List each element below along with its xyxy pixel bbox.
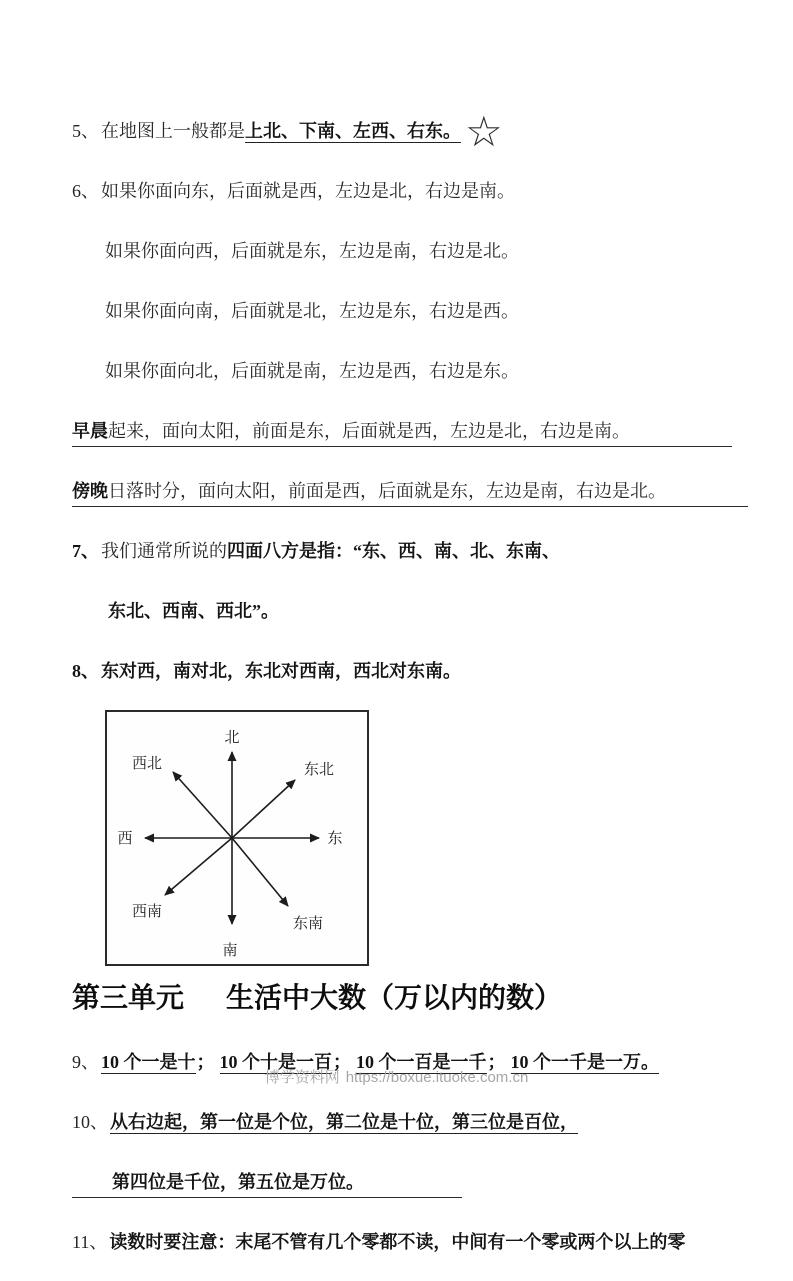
item-6-line-2 (72, 230, 749, 272)
item-10-text-2: 第四位是千位，第五位是万位。 (112, 1172, 364, 1193)
compass-rose (107, 712, 367, 964)
item-10-line-1 (72, 1101, 749, 1143)
item-7-line-1 (72, 530, 749, 572)
unit-3-heading (72, 978, 749, 1018)
label-southwest: 西南 (131, 904, 163, 920)
item-number: 10、 (72, 1112, 108, 1133)
item-number: 7、 (72, 541, 99, 561)
item-6-text-2: 如果你面向西，后面就是东，左边是南，右边是北。 (105, 241, 519, 261)
label-northwest: 西北 (131, 756, 163, 772)
item-number: 9、 (72, 1052, 99, 1073)
item-6-line-1 (72, 170, 749, 212)
footer-watermark (0, 1066, 793, 1087)
evening-text: 日落时分，面向太阳，前面是西，后面就是东，左边是南，右边是北。 (108, 481, 666, 501)
item-7-emphasis-1: 四面八方是指：“东、西、南、北、东南、 (227, 541, 560, 561)
evening-rule-line (72, 470, 749, 512)
arrow-southwest (165, 838, 232, 895)
item-9-rule-3: 10 个一百是一千 (356, 1052, 487, 1073)
item-10-text-1: 从右边起，第一位是个位，第二位是十位，第三位是百位， (110, 1112, 578, 1133)
document-body (72, 92, 749, 1281)
label-north: 北 (224, 730, 240, 746)
morning-text: 起来，面向太阳，前面是东，后面就是西，左边是北，右边是南。 (108, 421, 630, 441)
footer-site-name: 博学资料网 (264, 1069, 340, 1086)
item-8-text: 东对西，南对北，东北对西南，西北对东南。 (101, 661, 461, 681)
unit-number: 第三单元 (72, 982, 185, 1013)
item-11-lead: 读数时要注意： (109, 1232, 236, 1253)
item-number: 8、 (72, 661, 99, 681)
label-west: 西 (117, 831, 133, 847)
item-8 (72, 650, 749, 692)
item-10-line-2 (72, 1161, 749, 1203)
arrow-northeast (232, 780, 295, 838)
item-number: 11、 (72, 1232, 108, 1253)
separator: ； (333, 1052, 351, 1073)
separator: ； (487, 1052, 506, 1073)
item-7-line-2 (72, 590, 749, 632)
label-northeast: 东北 (303, 762, 335, 778)
label-east: 东 (327, 831, 343, 847)
morning-lead: 早晨 (72, 421, 108, 441)
item-7-text: 我们通常所说的 (101, 541, 227, 561)
item-9-rule-4: 10 个一千是一万。 (510, 1052, 659, 1073)
label-southeast: 东南 (292, 916, 324, 932)
item-number: 5、 (72, 121, 99, 141)
arrow-northwest (173, 772, 232, 838)
item-5-emphasis: 上北、下南、左西、右东。 (245, 121, 461, 141)
compass-arrows (145, 752, 319, 924)
item-6-line-3 (72, 290, 749, 332)
item-7-emphasis-2: 东北、西南、西北”。 (108, 601, 279, 621)
item-number: 6、 (72, 181, 99, 201)
evening-lead: 傍晚 (72, 481, 108, 501)
item-6-text-1: 如果你面向东，后面就是西，左边是北，右边是南。 (101, 181, 515, 201)
arrow-southeast (232, 838, 288, 906)
item-5: 5、 在地图上一般都是上北、下南、左西、右东。☆ (72, 109, 503, 156)
item-9-rule-1: 10 个一是十 (101, 1052, 196, 1073)
item-9-rule-2: 10 个十是一百 (219, 1052, 332, 1073)
item-6-text-3: 如果你面向南，后面就是北，左边是东，右边是西。 (105, 301, 519, 321)
compass-diagram (105, 710, 369, 966)
item-6-line-4 (72, 350, 749, 392)
item-5-text: 在地图上一般都是 (101, 121, 245, 141)
morning-rule-line (72, 410, 749, 452)
item-6-text-4: 如果你面向北，后面就是南，左边是西，右边是东。 (105, 361, 519, 381)
item-11-text: 末尾不管有几个零都不读，中间有一个零或两个以上的零 (235, 1232, 686, 1253)
footer-link[interactable]: https://boxue.ituoke.com.cn (345, 1069, 529, 1086)
separator: ； (196, 1052, 215, 1073)
label-south: 南 (222, 943, 238, 959)
unit-title: 生活中大数（万以内的数） (226, 982, 563, 1013)
item-11 (72, 1221, 749, 1263)
